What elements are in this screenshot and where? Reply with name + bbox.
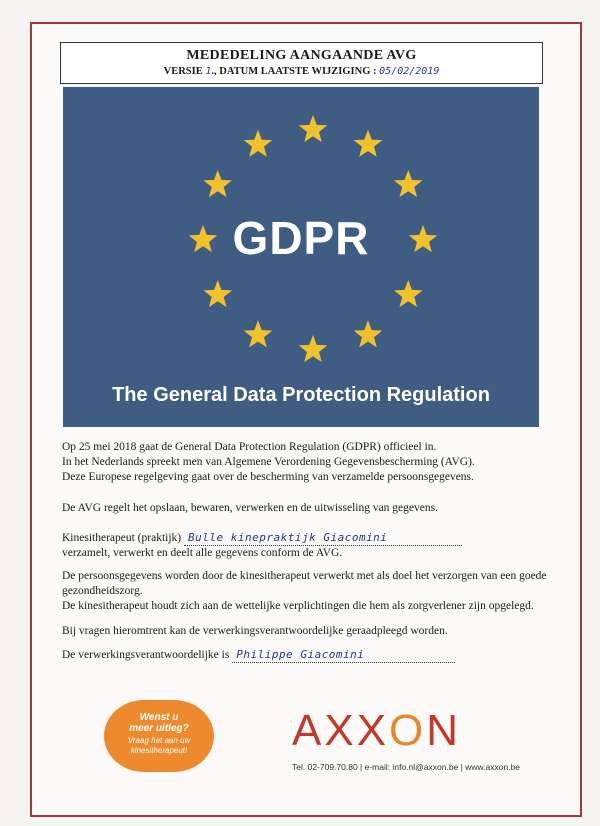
badge-title-line: Wenst u: [139, 712, 179, 723]
star-icon: [299, 335, 328, 362]
practice-paragraph: [62, 530, 462, 561]
info-badge: [104, 700, 214, 772]
gdpr-heading: GDPR: [232, 212, 370, 264]
version-number: 1: [205, 66, 212, 77]
controller-name-field: Philippe Giacomini: [232, 647, 455, 663]
intro-paragraph: [62, 440, 475, 485]
star-icon: [299, 115, 328, 142]
version-prefix: VERSIE: [163, 66, 203, 77]
intro-line: Op 25 mei 2018 gaat de General Data Protection Regulation (GDPR) officieel in.: [62, 441, 437, 453]
star-icon: [244, 320, 273, 347]
practice-name-field: Bulle kinepraktijk Giacomini: [184, 530, 462, 546]
questions-paragraph: Bij vragen hieromtrent kan de verwerkingsverantwoordelijke geraadpleegd worden.: [62, 625, 448, 637]
version-line: [61, 66, 542, 77]
star-icon: [244, 130, 273, 157]
axxon-logo: [292, 705, 532, 757]
processing-paragraph: [62, 569, 547, 614]
gdpr-banner: [63, 87, 539, 427]
logo-text: AXX: [292, 706, 390, 755]
title-box: [60, 42, 543, 84]
intro-line: Deze Europese regelgeving gaat over de bescherming van verzamelde persoonsgegevens.: [62, 471, 474, 483]
date-label: ., DATUM LAATSTE WIJZIGING :: [211, 66, 377, 77]
badge-title-line: meer uitleg?: [129, 723, 189, 734]
star-icon: [354, 320, 383, 347]
badge-sub-line: kinesitherapeut!: [130, 746, 188, 755]
processing-line: De kinesitherapeut houdt zich aan de wettelijke verplichtingen die hem als zorgverlener zijn opgelegd.: [62, 600, 534, 612]
intro-line: In het Nederlands spreekt men van Algemene Verordening Gegevensbescherming (AVG).: [62, 456, 475, 468]
processing-line: De persoonsgegevens worden door de kinesitherapeut verwerkt met als doel het verzorgen van een goede: [62, 570, 547, 582]
gdpr-subheading: The General Data Protection Regulation: [112, 384, 490, 406]
controller-label: De verwerkingsverantwoordelijke is: [62, 649, 230, 661]
star-icon: [354, 130, 383, 157]
contact-line: Tel. 02-709.70.80 | e-mail: info.nl@axxon.be | www.axxon.be: [292, 762, 521, 772]
badge-title: [104, 712, 214, 734]
star-icon: [394, 170, 423, 197]
logo-o: O: [389, 706, 427, 755]
avg-paragraph: De AVG regelt het opslaan, bewaren, verwerken en de uitwisseling van gegevens.: [62, 502, 438, 514]
star-icon: [203, 170, 232, 197]
star-icon: [394, 280, 423, 307]
logo-text: N: [426, 706, 462, 755]
practice-label: Kinesitherapeut (praktijk): [62, 532, 182, 544]
modification-date: 05/02/2019: [379, 66, 440, 77]
practice-line: verzamelt, verwerkt en deelt alle gegevens conform de AVG.: [62, 547, 343, 559]
controller-paragraph: [62, 647, 455, 663]
star-icon: [203, 280, 232, 307]
document-title: MEDEDELING AANGAANDE AVG: [186, 48, 417, 63]
processing-line: gezondheidszorg.: [62, 585, 143, 597]
badge-subtitle: [104, 736, 214, 756]
badge-sub-line: Vraag het aan uw: [127, 736, 191, 745]
